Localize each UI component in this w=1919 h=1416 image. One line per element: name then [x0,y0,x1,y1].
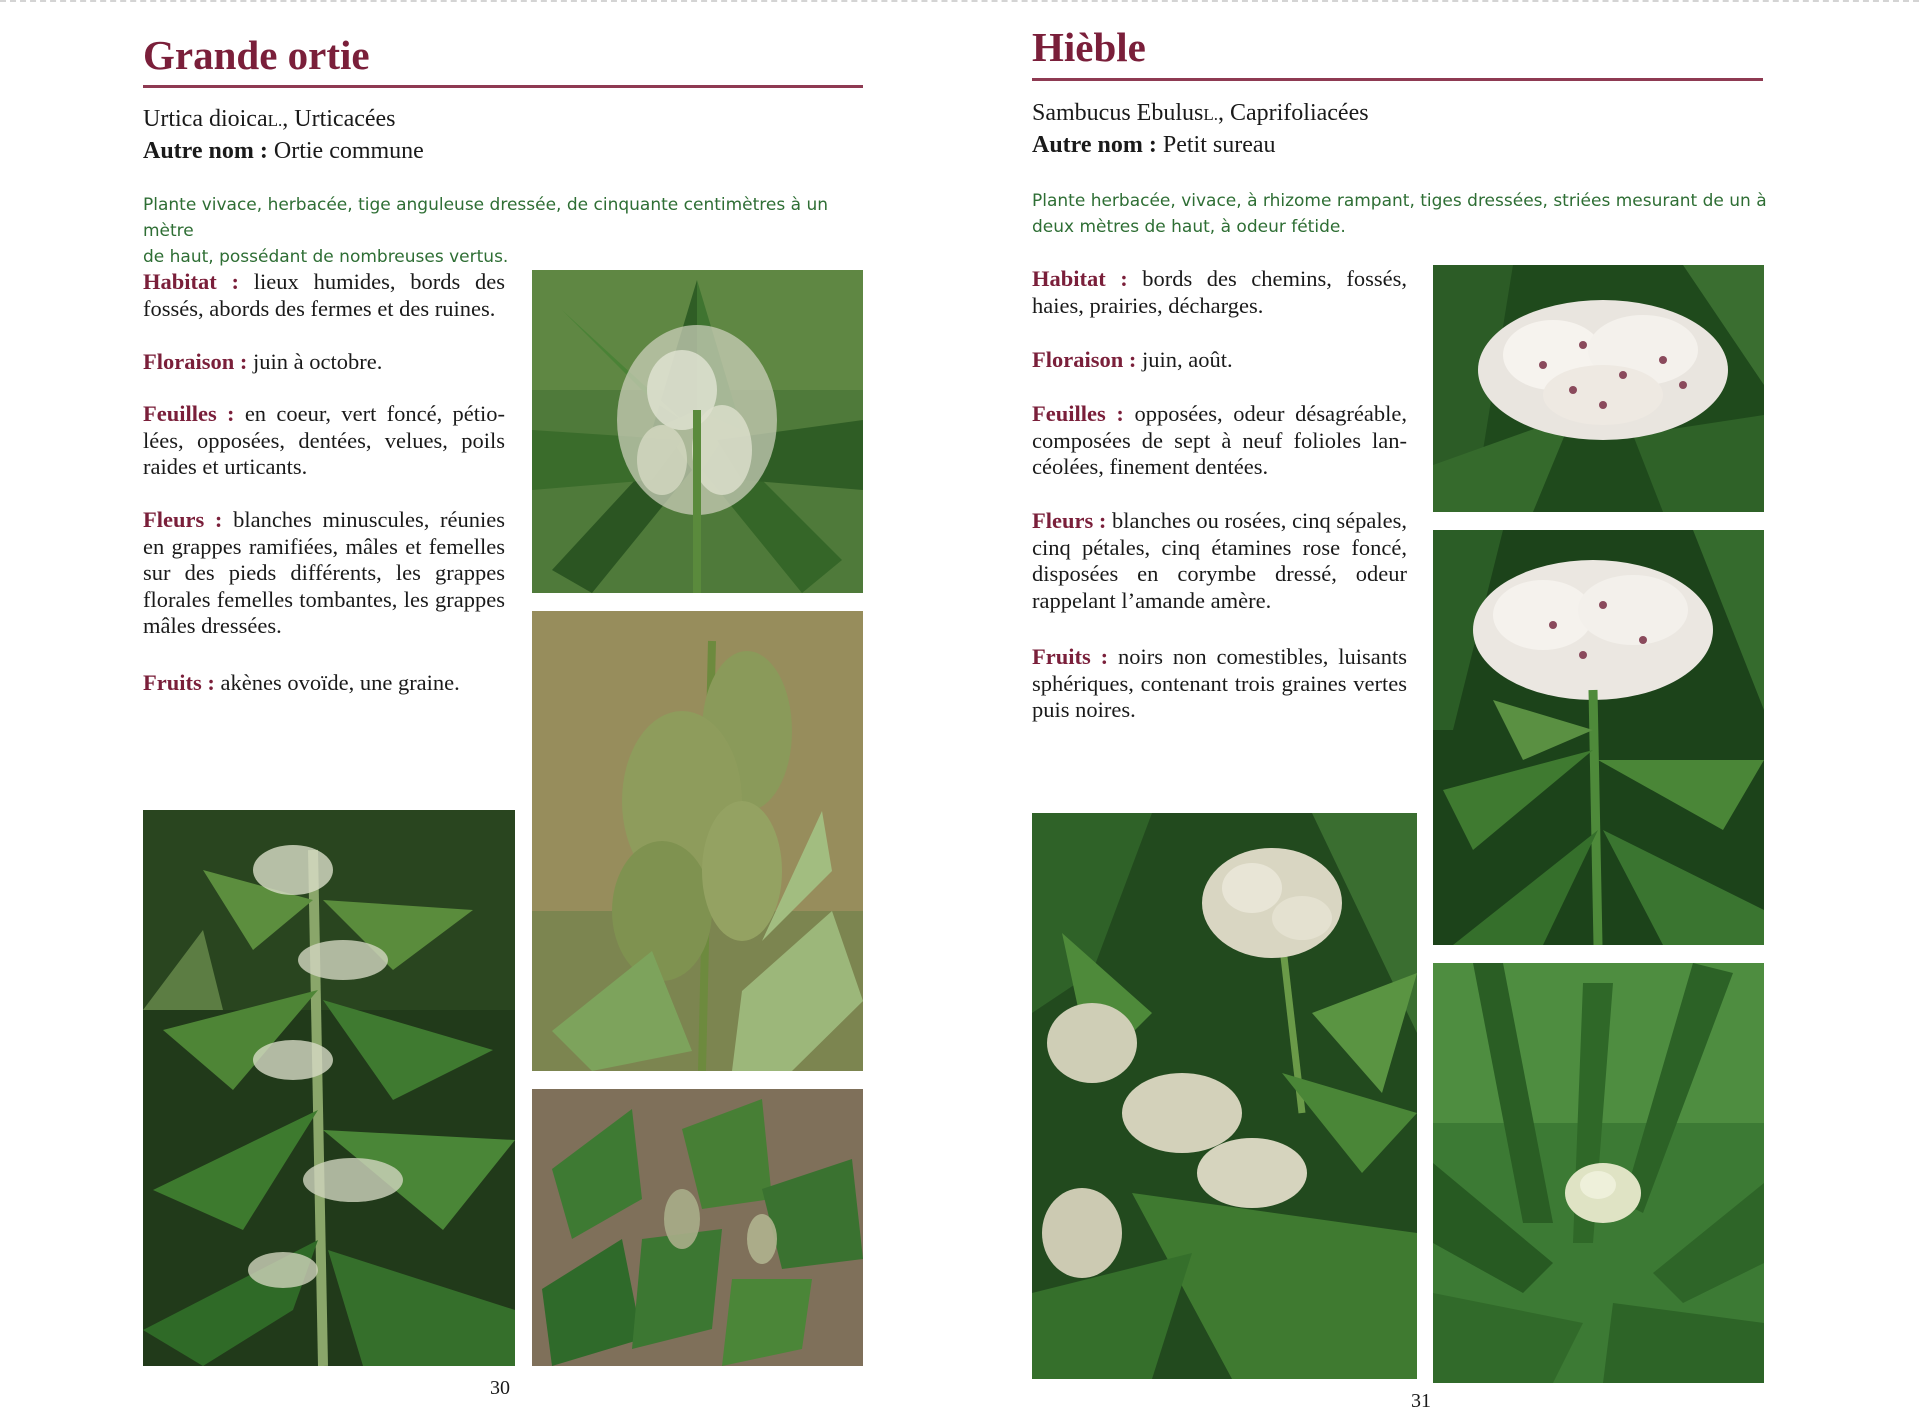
feature-text: juin à octobre. [247,349,383,374]
feature-label: Habitat : [1032,266,1128,291]
feature-text: noirs non comestibles, luisants sphériques, contenant trois graines vertes puis noires. [1032,644,1407,722]
feature-text: blanches minuscules, réunies en grappes ramifiées, mâles et femelles sur des pieds différents, les grappes florales femelles tombantes, les grappes mâles dressées. [143,507,505,638]
feature-fruits [1032,644,1407,724]
feature-label: Fleurs : [1032,508,1107,533]
description-line-1: Plante herbacée, vivace, à rhizome rampant, tiges dressées, striées mesurant de un à [1032,191,1767,211]
feature-label: Fruits : [143,670,215,695]
elder-buds-photo [1032,813,1417,1379]
feature-text: en coeur, vert foncé, pétiolées, opposées, dentées, velues, poils raides et urticants. [143,401,505,479]
plant-description [143,192,883,270]
author-abbrev: L. [267,111,283,130]
page-title: Hièble [1032,24,1146,70]
family-name: , Urticacées [282,106,396,132]
alias-value: Petit sureau [1156,132,1276,158]
feature-text: akènes ovoïde, une graine. [214,670,460,695]
title-rule [143,85,863,88]
alias-value: Ortie commune [267,138,424,164]
feature-label: Feuilles : [1032,401,1124,426]
nettle-flowering-top-photo [532,270,863,593]
feature-label: Habitat : [143,269,240,294]
title-rule [1032,78,1763,81]
alias-label: Autre nom : [1032,132,1157,158]
alias-line [1032,130,1276,161]
description-line-2: de haut, possédant de nombreuses vertus. [143,247,509,267]
feature-fruits [143,670,505,697]
alias-line [143,136,424,167]
nettle-leaves-ground-photo [532,1089,863,1366]
feature-text: lieux humides, bords des fossés, abords des fermes et des ruines. [143,269,505,321]
alias-label: Autre nom : [143,138,268,164]
page-number: 30 [490,1377,510,1399]
scientific-name-line [1032,98,1369,130]
feature-floraison [1032,347,1407,374]
feature-label: Floraison : [143,349,248,374]
feature-text: opposées, odeur désagréable, composées de sept à neuf folioles lancéolées, finement dentées. [1032,401,1407,479]
feature-floraison [143,349,505,376]
scientific-name: Urtica dioica [143,106,268,132]
scientific-name-line [143,104,396,136]
author-abbrev: L. [1203,105,1218,124]
feature-fleurs [143,507,505,640]
feature-text: juin, août. [1136,347,1233,372]
feature-text: blanches ou rosées, cinq sépales, cinq pétales, cinq étamines rose foncé, disposées en corymbe dressé, odeur rappelant l’amande amère. [1032,508,1407,613]
feature-feuilles [143,401,505,481]
scientific-name: Sambucus Ebulus [1032,100,1204,126]
feature-habitat [1032,266,1407,319]
feature-habitat [143,269,505,322]
description-line-1: Plante vivace, herbacée, tige anguleuse dressée, de cinquante centimètres à un mètre [143,195,828,241]
feature-label: Fleurs : [143,507,223,532]
plant-description [1032,188,1777,240]
page-number: 31 [1411,1390,1431,1412]
right-page [960,0,1919,1416]
nettle-seed-clusters-photo [532,611,863,1071]
nettle-stem-photo [143,810,515,1366]
feature-label: Fruits : [1032,644,1109,669]
description-line-2: deux mètres de haut, à odeur fétide. [1032,217,1346,237]
elder-young-shoot-photo [1433,963,1764,1383]
feature-fleurs [1032,508,1407,614]
feature-feuilles [1032,401,1407,481]
elder-flower-plant-photo [1433,530,1764,945]
feature-label: Feuilles : [143,401,235,426]
page-title: Grande ortie [143,32,370,78]
feature-text: bords des chemins, fossés, haies, prairies, décharges. [1032,266,1407,318]
elder-flower-closeup-photo [1433,265,1764,512]
family-name: , Caprifoliacées [1217,100,1369,126]
feature-label: Floraison : [1032,347,1137,372]
